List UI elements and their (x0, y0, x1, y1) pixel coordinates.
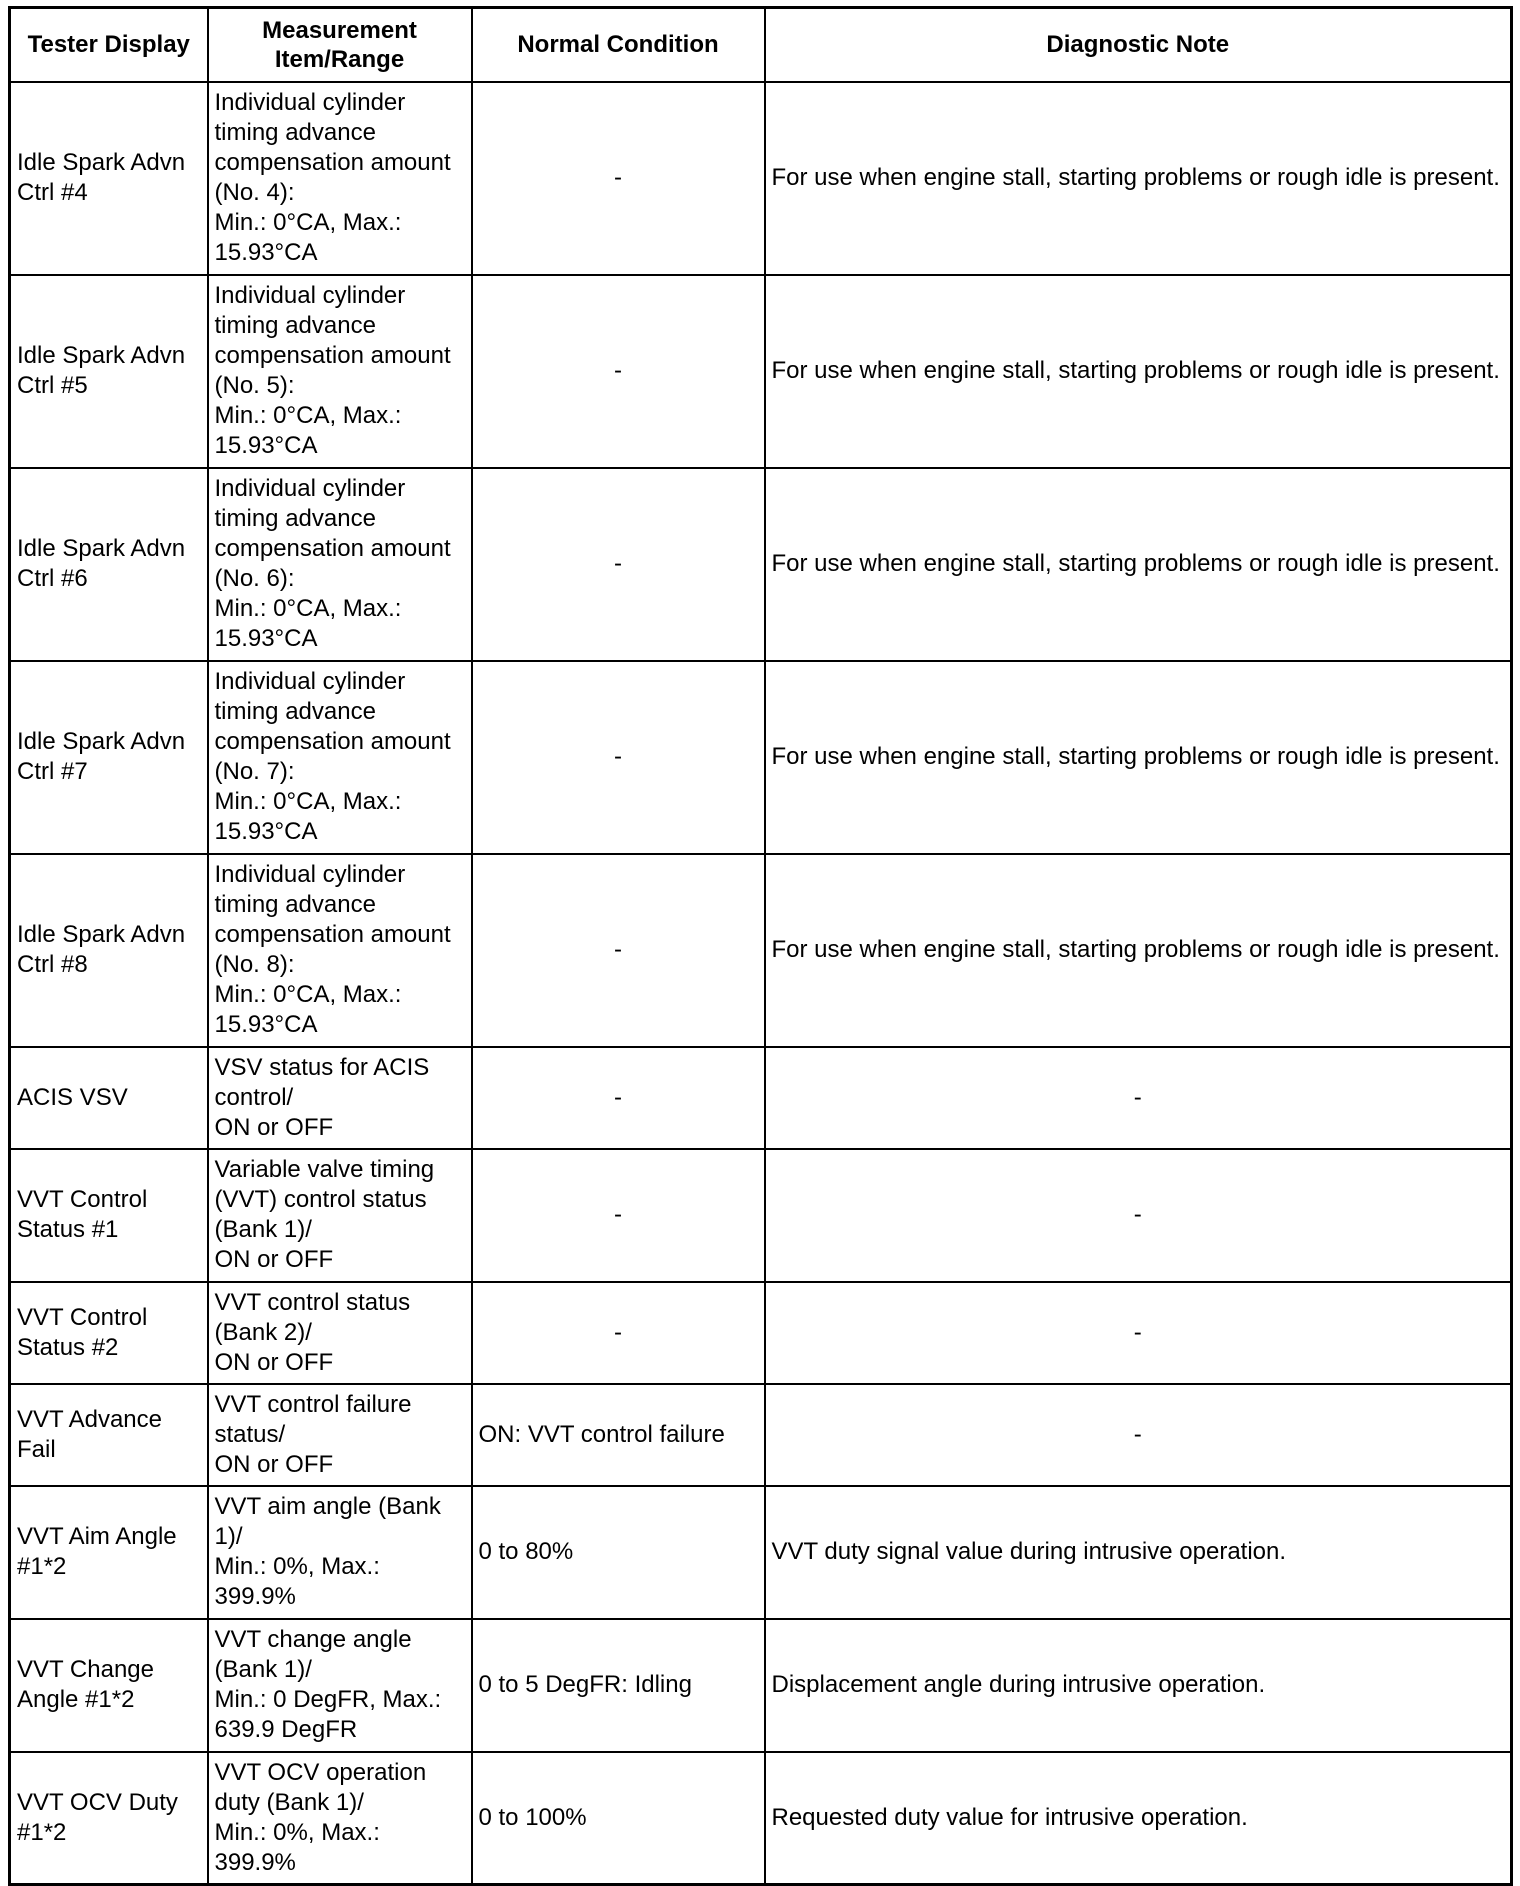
measurement-line: Individual cylinder (214, 89, 406, 116)
measurement-line: (Bank 1)/ (214, 1216, 312, 1243)
measurement-line: 399.9% (214, 1848, 296, 1876)
cell-normal-condition: - (472, 661, 765, 854)
measurement-line: compensation amount (214, 921, 451, 948)
measurement-line: ON or OFF (214, 1348, 334, 1376)
cell-measurement (208, 275, 472, 468)
measurement-line: 15.93°CA (214, 1011, 318, 1038)
cell-measurement (208, 468, 472, 661)
cell-diagnostic-note: For use when engine stall, starting problems or rough idle is present. (765, 82, 1512, 275)
measurement-line: 1)/ (214, 1523, 243, 1550)
measurement-line: Min.: 0°CA, Max.: (214, 788, 402, 815)
measurement-line: (No. 8): (214, 951, 295, 978)
measurement-line: timing advance (214, 312, 376, 339)
cell-measurement (208, 854, 472, 1047)
measurement-line: VVT aim angle (Bank (214, 1493, 441, 1520)
header-normal-condition: Normal Condition (472, 8, 765, 82)
cell-diagnostic-note: - (765, 1384, 1512, 1486)
cell-diagnostic-note: VVT duty signal value during intrusive operation. (765, 1486, 1512, 1619)
cell-tester-display: ACIS VSV (10, 1047, 208, 1149)
measurement-line: Variable valve timing (214, 1156, 435, 1183)
table-row (10, 1619, 1512, 1752)
table-row (10, 275, 1512, 468)
header-diagnostic-note: Diagnostic Note (765, 8, 1512, 82)
cell-tester-display: VVT Advance Fail (10, 1384, 208, 1486)
cell-tester-display: Idle Spark Advn Ctrl #4 (10, 82, 208, 275)
measurement-line: ON or OFF (214, 1113, 334, 1141)
cell-diagnostic-note: - (765, 1149, 1512, 1282)
cell-tester-display: VVT Control Status #2 (10, 1282, 208, 1384)
measurement-line: VSV status for ACIS (214, 1053, 430, 1081)
measurement-line: control/ (214, 1083, 294, 1111)
cell-normal-condition: - (472, 468, 765, 661)
measurement-line: timing advance (214, 891, 376, 918)
cell-normal-condition: 0 to 100% (472, 1752, 765, 1885)
cell-tester-display: Idle Spark Advn Ctrl #6 (10, 468, 208, 661)
header-row (10, 8, 1512, 82)
measurement-line: Min.: 0 DegFR, Max.: (214, 1686, 442, 1713)
cell-measurement (208, 82, 472, 275)
cell-normal-condition: - (472, 1047, 765, 1149)
measurement-line: 15.93°CA (214, 432, 318, 459)
measurement-line: Individual cylinder (214, 475, 406, 502)
cell-normal-condition: - (472, 854, 765, 1047)
measurement-line: 399.9% (214, 1583, 296, 1610)
cell-diagnostic-note: - (765, 1282, 1512, 1384)
cell-tester-display: Idle Spark Advn Ctrl #8 (10, 854, 208, 1047)
cell-tester-display: VVT Aim Angle #1*2 (10, 1486, 208, 1619)
table-row (10, 1752, 1512, 1885)
cell-measurement (208, 1282, 472, 1384)
measurement-line: timing advance (214, 505, 376, 532)
measurement-line: Min.: 0°CA, Max.: (214, 595, 402, 622)
diagnostic-data-table (8, 6, 1513, 1886)
measurement-line: duty (Bank 1)/ (214, 1788, 364, 1816)
cell-normal-condition: ON: VVT control failure (472, 1384, 765, 1486)
cell-tester-display: VVT Control Status #1 (10, 1149, 208, 1282)
table-row (10, 854, 1512, 1047)
measurement-line: (No. 7): (214, 758, 295, 785)
cell-measurement (208, 1619, 472, 1752)
measurement-line: timing advance (214, 698, 376, 725)
cell-diagnostic-note: Displacement angle during intrusive operation. (765, 1619, 1512, 1752)
measurement-line: (No. 6): (214, 565, 295, 592)
cell-normal-condition: - (472, 1282, 765, 1384)
table-row (10, 661, 1512, 854)
measurement-line: Min.: 0°CA, Max.: (214, 981, 402, 1008)
header-tester-display: Tester Display (10, 8, 208, 82)
cell-measurement (208, 1149, 472, 1282)
measurement-line: ON or OFF (214, 1450, 334, 1478)
measurement-line: 15.93°CA (214, 818, 318, 845)
measurement-line: Min.: 0%, Max.: (214, 1553, 380, 1580)
cell-normal-condition: - (472, 1149, 765, 1282)
measurement-line: (No. 5): (214, 372, 295, 399)
cell-diagnostic-note: For use when engine stall, starting problems or rough idle is present. (765, 275, 1512, 468)
cell-normal-condition: - (472, 82, 765, 275)
measurement-line: Individual cylinder (214, 282, 406, 309)
cell-measurement (208, 1752, 472, 1885)
measurement-line: (VVT) control status (214, 1186, 427, 1213)
measurement-line: (Bank 1)/ (214, 1656, 312, 1683)
cell-diagnostic-note: Requested duty value for intrusive operation. (765, 1752, 1512, 1885)
cell-measurement (208, 1047, 472, 1149)
measurement-line: Min.: 0°CA, Max.: (214, 209, 402, 236)
cell-tester-display: VVT OCV Duty #1*2 (10, 1752, 208, 1885)
measurement-line: VVT change angle (214, 1626, 412, 1653)
cell-normal-condition: 0 to 5 DegFR: Idling (472, 1619, 765, 1752)
measurement-line: status/ (214, 1420, 286, 1448)
table-row (10, 1047, 1512, 1149)
cell-normal-condition: 0 to 80% (472, 1486, 765, 1619)
header-measurement-item: Measurement Item/Range (208, 8, 472, 82)
table-row (10, 468, 1512, 661)
cell-measurement (208, 1486, 472, 1619)
measurement-line: timing advance (214, 119, 376, 146)
measurement-line: compensation amount (214, 149, 451, 176)
cell-tester-display: VVT Change Angle #1*2 (10, 1619, 208, 1752)
measurement-line: Individual cylinder (214, 861, 406, 888)
measurement-line: (Bank 2)/ (214, 1318, 312, 1346)
measurement-line: VVT control status (214, 1288, 411, 1316)
measurement-line: 639.9 DegFR (214, 1716, 358, 1743)
table-row (10, 1384, 1512, 1486)
measurement-line: compensation amount (214, 535, 451, 562)
table-row (10, 1282, 1512, 1384)
measurement-line: compensation amount (214, 342, 451, 369)
measurement-line: 15.93°CA (214, 625, 318, 652)
cell-measurement (208, 661, 472, 854)
cell-diagnostic-note: For use when engine stall, starting problems or rough idle is present. (765, 468, 1512, 661)
cell-tester-display: Idle Spark Advn Ctrl #5 (10, 275, 208, 468)
measurement-line: Min.: 0°CA, Max.: (214, 402, 402, 429)
measurement-line: (No. 4): (214, 179, 295, 206)
table-row (10, 1486, 1512, 1619)
cell-measurement (208, 1384, 472, 1486)
measurement-line: ON or OFF (214, 1246, 334, 1273)
table-row (10, 1149, 1512, 1282)
measurement-line: compensation amount (214, 728, 451, 755)
measurement-line: 15.93°CA (214, 239, 318, 266)
cell-diagnostic-note: - (765, 1047, 1512, 1149)
measurement-line: VVT OCV operation (214, 1758, 427, 1786)
table-row (10, 82, 1512, 275)
cell-diagnostic-note: For use when engine stall, starting problems or rough idle is present. (765, 661, 1512, 854)
measurement-line: VVT control failure (214, 1390, 412, 1418)
cell-tester-display: Idle Spark Advn Ctrl #7 (10, 661, 208, 854)
cell-normal-condition: - (472, 275, 765, 468)
cell-diagnostic-note: For use when engine stall, starting problems or rough idle is present. (765, 854, 1512, 1047)
measurement-line: Min.: 0%, Max.: (214, 1818, 380, 1846)
measurement-line: Individual cylinder (214, 668, 406, 695)
